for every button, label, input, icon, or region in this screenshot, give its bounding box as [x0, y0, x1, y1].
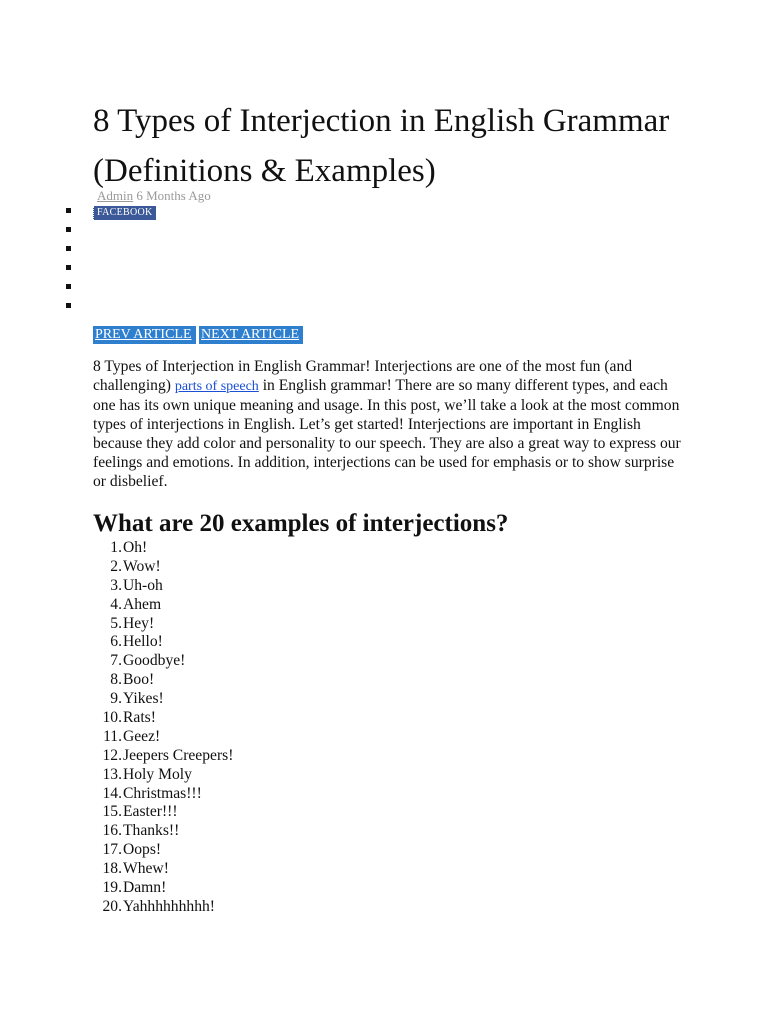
share-item-facebook	[66, 202, 156, 221]
list-item-text: Wow!	[123, 557, 161, 575]
list-item	[93, 897, 233, 916]
list-item-text: Hello!	[123, 633, 163, 651]
list-item-number: 1.	[110, 539, 122, 556]
share-item	[66, 297, 156, 316]
intro-paragraph	[93, 357, 683, 491]
list-item-number: 14.	[102, 784, 122, 802]
list-item	[93, 878, 233, 897]
list-item-number: 3.	[110, 576, 122, 594]
list-item-number: 5.	[110, 614, 122, 632]
share-item	[66, 259, 156, 278]
list-item	[93, 670, 233, 689]
list-item-number: 7.	[110, 652, 122, 670]
list-item	[93, 557, 233, 576]
author-link[interactable]: Admin	[97, 188, 134, 203]
list-item-number: 20.	[102, 897, 122, 915]
list-item-text: Rats!	[123, 709, 156, 727]
list-item-number: 17.	[102, 841, 122, 859]
article-date: 6 Months Ago	[136, 188, 211, 203]
list-item-number: 16.	[102, 822, 122, 840]
list-item-number: 6.	[110, 633, 122, 651]
list-item	[93, 840, 233, 859]
list-item-text: Damn!	[123, 879, 167, 897]
list-item-text: Easter!!!	[123, 803, 178, 821]
list-item-number: 8.	[110, 671, 122, 689]
list-item	[93, 708, 233, 727]
list-bullet-icon	[66, 303, 71, 308]
list-item	[93, 859, 233, 878]
list-item	[93, 651, 233, 670]
facebook-share-button[interactable]: FACEBOOK	[93, 206, 156, 220]
list-item-number: 10.	[102, 709, 122, 727]
list-item-number: 4.	[110, 595, 122, 613]
share-list	[66, 202, 156, 316]
list-item-text: Yikes!	[123, 690, 164, 708]
list-item-text: Geez!	[123, 727, 161, 745]
share-item	[66, 221, 156, 240]
next-article-button[interactable]: NEXT ARTICLE	[199, 326, 303, 344]
intro-text-start: 8 Types of Interjection in English Grammar! Interjections are one of the most fun (and challenging)	[93, 358, 633, 394]
list-item-number: 15.	[102, 803, 122, 821]
list-item	[93, 689, 233, 708]
section-heading: What are 20 examples of interjections?	[93, 510, 509, 537]
list-item-text: Holy Moly	[123, 765, 192, 783]
list-item	[93, 576, 233, 595]
article-navigation	[93, 326, 303, 344]
list-item-text: Uh-oh	[123, 576, 163, 594]
list-item	[93, 765, 233, 784]
list-bullet-icon	[66, 265, 71, 270]
list-item	[93, 727, 233, 746]
list-item	[93, 614, 233, 633]
list-bullet-icon	[66, 246, 71, 251]
list-item	[93, 538, 233, 557]
list-bullet-icon	[66, 284, 71, 289]
list-item-number: 9.	[110, 690, 122, 708]
list-item-text: Thanks!!	[123, 822, 180, 840]
share-item	[66, 278, 156, 297]
list-item-number: 12.	[102, 746, 122, 764]
examples-list	[93, 538, 233, 916]
parts-of-speech-link[interactable]: parts of speech	[174, 379, 259, 394]
list-item	[93, 821, 233, 840]
list-bullet-icon	[66, 208, 71, 213]
list-item-text: Yahhhhhhhhh!	[123, 897, 215, 915]
list-item-text: Boo!	[123, 671, 155, 689]
prev-article-button[interactable]: PREV ARTICLE	[93, 326, 196, 344]
share-item	[66, 240, 156, 259]
list-item	[93, 632, 233, 651]
list-item	[93, 784, 233, 803]
list-item	[93, 802, 233, 821]
list-item-text: Hey!	[123, 614, 155, 632]
list-item-text: Christmas!!!	[123, 784, 202, 802]
list-bullet-icon	[66, 227, 71, 232]
list-item-text: Jeepers Creepers!	[123, 746, 234, 764]
list-item-text: Whew!	[123, 860, 169, 878]
list-item-number: 13.	[102, 765, 122, 783]
list-item	[93, 746, 233, 765]
list-item-number: 11.	[103, 727, 122, 745]
list-item-text: Goodbye!	[123, 652, 186, 670]
intro-text-end: in English grammar! There are so many different types, and each one has its own unique meaning and usage. In this post, we’ll take a look at the most common types of interjections in English. Let’s get started! Interjections are important in English because they add color and personality to our speech. They are also a great way to express our feelings and emotions. In addition, interjections can be used for emphasis or to show surprise or disbelief.	[93, 377, 681, 490]
article-title: 8 Types of Interjection in English Grammar (Definitions & Examples)	[93, 103, 670, 189]
list-item-text: Oh!	[123, 539, 148, 556]
list-item-number: 19.	[102, 879, 122, 897]
list-item	[93, 595, 233, 614]
list-item-text: Ahem	[123, 595, 162, 613]
list-item-text: Oops!	[123, 841, 162, 859]
list-item-number: 18.	[102, 860, 122, 878]
list-item-number: 2.	[110, 557, 122, 575]
